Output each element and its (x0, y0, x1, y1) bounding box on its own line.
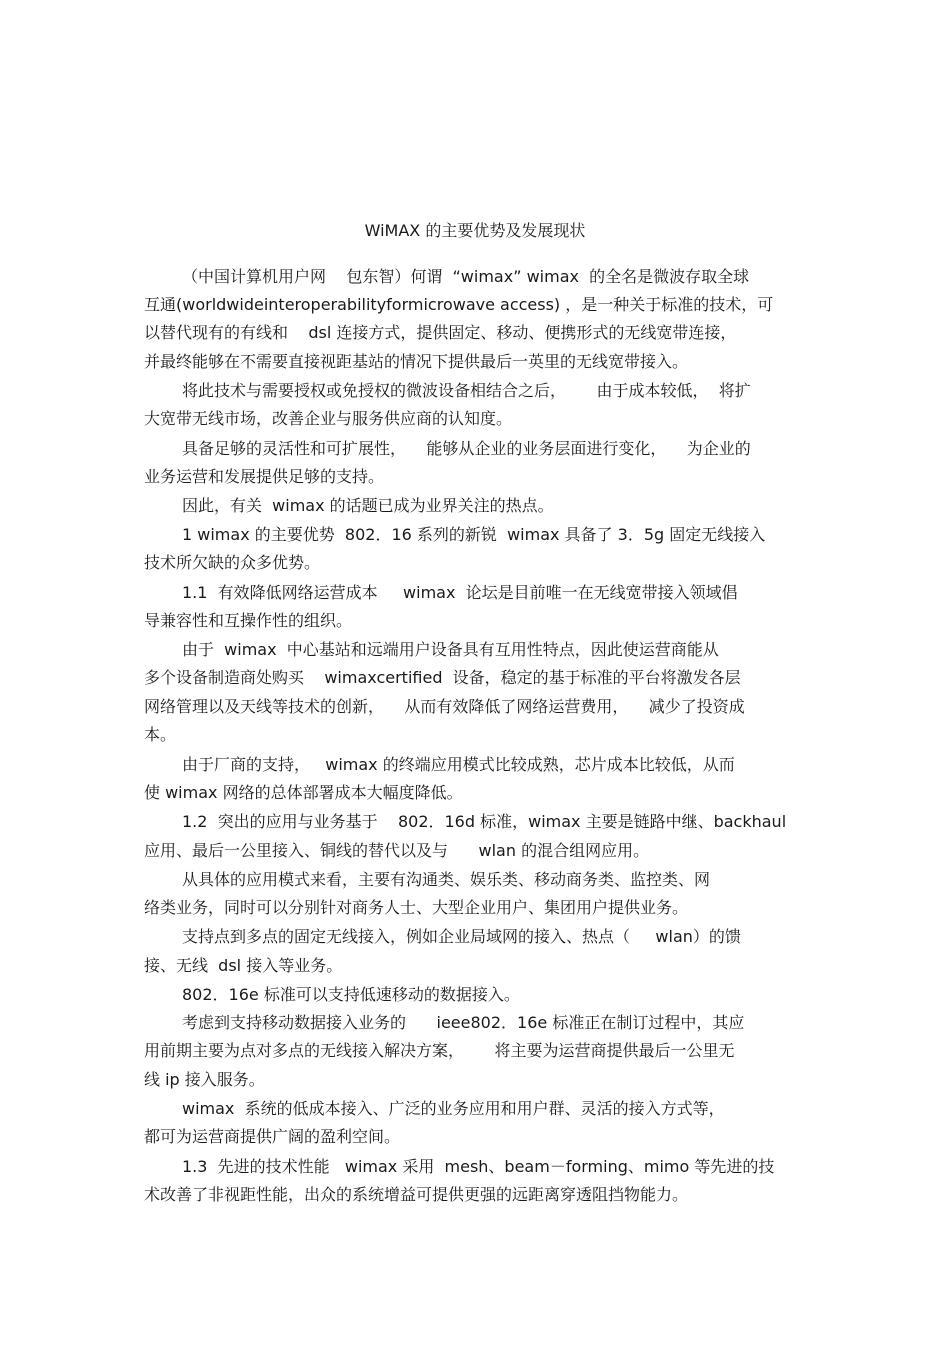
body-line: 导兼容性和互操作性的组织。 (144, 611, 353, 630)
body-line: 具备足够的灵活性和可扩展性， 能够从企业的业务层面进行变化， 为企业的 (182, 439, 751, 458)
body-line: 用前期主要为点对多点的无线接入解决方案， 将主要为运营商提供最后一公里无 (144, 1041, 735, 1060)
body-line: 1.2 突出的应用与业务基于 802．16d 标准，wimax 主要是链路中继、backhaul (182, 812, 787, 831)
body-line: 由于 wimax 中心基站和远端用户设备具有互用性特点，因此使运营商能从 (182, 640, 719, 659)
body-line: 802．16e 标准可以支持低速移动的数据接入。 (182, 985, 520, 1004)
body-line: 从具体的应用模式来看，主要有沟通类、娱乐类、移动商务类、监控类、网 (182, 870, 711, 889)
body-line: 使 wimax 网络的总体部署成本大幅度降低。 (144, 783, 463, 802)
body-line: 都可为运营商提供广阔的盈利空间。 (144, 1127, 401, 1146)
document-title: WiMAX 的主要优势及发展现状 (364, 221, 586, 240)
body-line: 互通(worldwideinteroperabilityformicrowave access) ，是一种关于标准的技术，可 (144, 295, 774, 314)
body-line: 线 ip 接入服务。 (144, 1070, 265, 1089)
body-line: 1.1 有效降低网络运营成本 wimax 论坛是目前唯一在无线宽带接入领域倡 (182, 583, 738, 602)
body-line: 由于厂商的支持， wimax 的终端应用模式比较成熟，芯片成本比较低，从而 (182, 755, 735, 774)
body-line: 并最终能够在不需要直接视距基站的情况下提供最后一英里的无线宽带接入。 (144, 352, 689, 371)
body-line: 考虑到支持移动数据接入业务的 ieee802．16e 标准正在制订过程中，其应 (182, 1013, 745, 1032)
body-line: 技术所欠缺的众多优势。 (144, 553, 321, 572)
body-line: 应用、最后一公里接入、铜线的替代以及与 wlan 的混合组网应用。 (144, 841, 650, 860)
body-line: 络类业务，同时可以分别针对商务人士、大型企业用户、集团用户提供业务。 (144, 898, 689, 917)
body-line: 因此，有关 wimax 的话题已成为业界关注的热点。 (182, 496, 554, 515)
body-line: 业务运营和发展提供足够的支持。 (144, 467, 385, 486)
body-line: 本。 (144, 725, 177, 744)
body-line: 1 wimax 的主要优势 802．16 系列的新锐 wimax 具备了 3．5g 固定无线接入 (182, 525, 766, 544)
body-line: 术改善了非视距性能，出众的系统增益可提供更强的远距离穿透阻挡物能力。 (144, 1185, 689, 1204)
body-line: 将此技术与需要授权或免授权的微波设备相结合之后， 由于成本较低， 将扩 (182, 381, 751, 400)
body-line: 以替代现有的有线和 dsl 连接方式，提供固定、移动、便携形式的无线宽带连接， (144, 323, 737, 342)
body-line: 多个设备制造商处购买 wimaxcertified 设备，稳定的基于标准的平台将激发各层 (144, 668, 741, 687)
body-line: 1.3 先进的技术性能 wimax 采用 mesh、beam－forming、mimo 等先进的技 (182, 1157, 775, 1176)
body-line: （中国计算机用户网 包东智）何谓 “wimax” wimax 的全名是微波存取全球 (182, 267, 750, 286)
body-line: 网络管理以及天线等技术的创新， 从而有效降低了网络运营费用， 减少了投资成 (144, 697, 745, 716)
body-line: 大宽带无线市场，改善企业与服务供应商的认知度。 (144, 409, 513, 428)
body-line: wimax 系统的低成本接入、广泛的业务应用和用户群、灵活的接入方式等， (182, 1099, 725, 1118)
body-line: 接、无线 dsl 接入等业务。 (144, 956, 343, 975)
body-line: 支持点到多点的固定无线接入，例如企业局域网的接入、热点（ wlan）的馈 (182, 927, 741, 946)
